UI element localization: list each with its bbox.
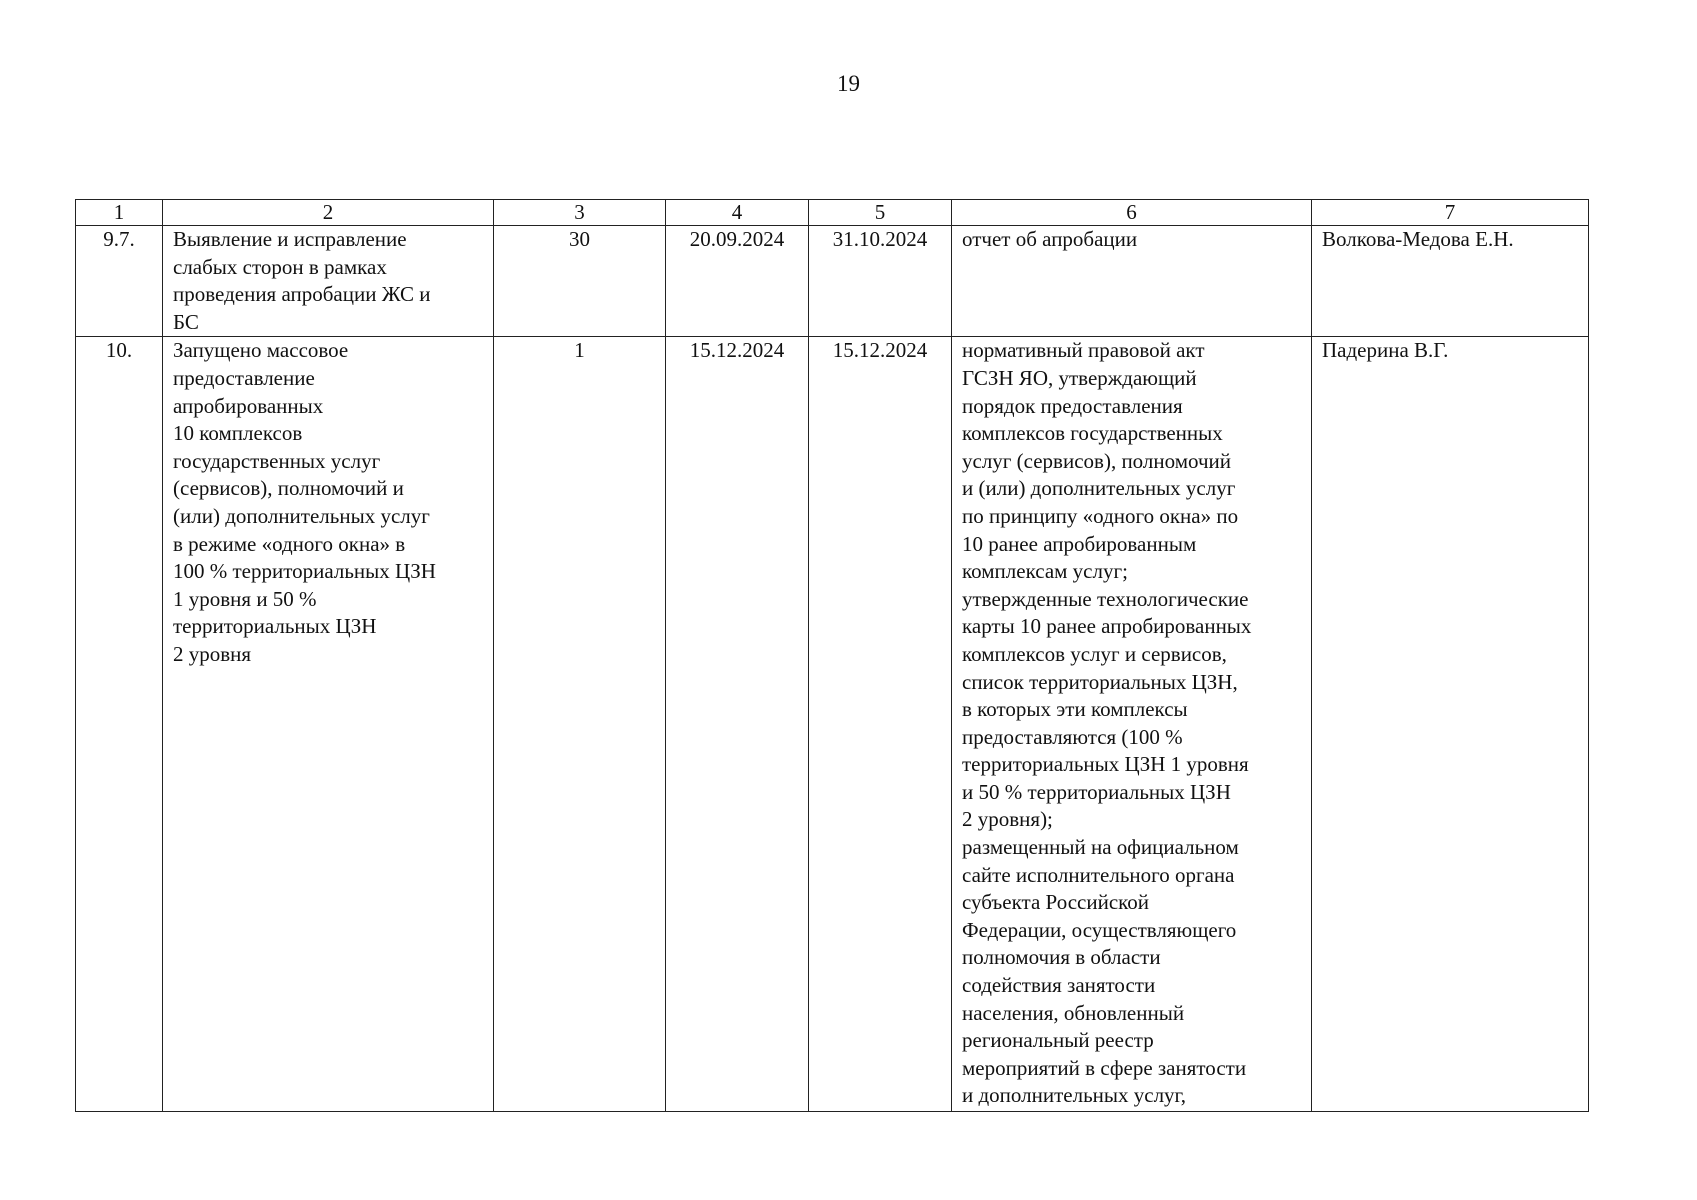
column-number-2: 2: [163, 200, 494, 226]
row-end-date: 31.10.2024: [809, 226, 952, 337]
row-result: нормативный правовой акт ГСЗН ЯО, утверждающий порядок предоставления комплексов государственных услуг (сервисов), полномочий и (или) дополнительных услуг по принципу «одного окна» по 10 ранее апробированным комплексам услуг; утвержденные технологические карты 10 ранее апробированных комплексов услуг и сервисов, список территориальных ЦЗН, в которых эти комплексы предоставляются (100 % территориальных ЦЗН 1 уровня и 50 % территориальных ЦЗН 2 уровня); размещенный на официальном сайте исполнительного органа субъекта Российской Федерации, осуществляющего полномочия в области содействия занятости населения, обновленный региональный реестр мероприятий в сфере занятости и дополнительных услуг,: [952, 337, 1312, 1112]
row-description: Выявление и исправление слабых сторон в рамках проведения апробации ЖС и БС: [163, 226, 494, 337]
row-responsible: Волкова-Медова Е.Н.: [1312, 226, 1589, 337]
column-number-7: 7: [1312, 200, 1589, 226]
plan-table: [75, 199, 1589, 1112]
row-number: 10.: [76, 337, 163, 1112]
row-number: 9.7.: [76, 226, 163, 337]
row-result: отчет об апробации: [952, 226, 1312, 337]
table-row: [76, 226, 1589, 337]
column-number-6: 6: [952, 200, 1312, 226]
page-number: 19: [837, 71, 860, 96]
column-number-1: 1: [76, 200, 163, 226]
row-description: Запущено массовое предоставление апробированных 10 комплексов государственных услуг (сервисов), полномочий и (или) дополнительных услуг в режиме «одного окна» в 100 % территориальных ЦЗН 1 уровня и 50 % территориальных ЦЗН 2 уровня: [163, 337, 494, 1112]
column-number-5: 5: [809, 200, 952, 226]
row-quantity: 30: [494, 226, 666, 337]
column-number-3: 3: [494, 200, 666, 226]
row-quantity: 1: [494, 337, 666, 1112]
row-responsible: Падерина В.Г.: [1312, 337, 1589, 1112]
row-start-date: 20.09.2024: [666, 226, 809, 337]
column-number-4: 4: [666, 200, 809, 226]
row-end-date: 15.12.2024: [809, 337, 952, 1112]
column-number-row: [76, 200, 1589, 226]
table-row: [76, 337, 1589, 1112]
row-start-date: 15.12.2024: [666, 337, 809, 1112]
